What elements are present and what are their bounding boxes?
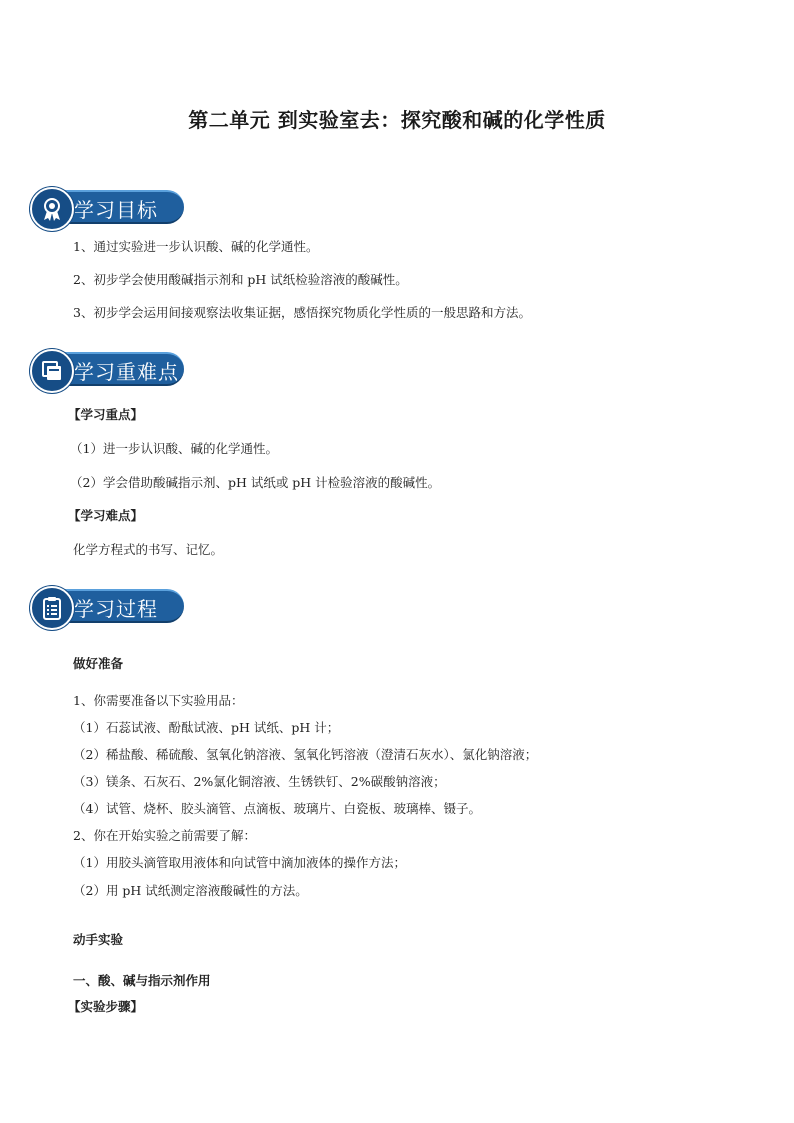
prepare-line-6: 2、你在开始实验之前需要了解： — [73, 828, 256, 843]
banner-label: 学习目标 — [74, 198, 158, 222]
prepare-line-2: （1）石蕊试液、酚酞试液、pH 试纸、pH 计； — [73, 720, 340, 735]
steps-heading: 【实验步骤】 — [68, 999, 144, 1014]
prepare-line-5: （4）试管、烧杯、胶头滴管、点滴板、玻璃片、白瓷板、玻璃棒、镊子。 — [73, 801, 481, 816]
difficulty-item-1: 化学方程式的书写、记忆。 — [73, 542, 224, 557]
difficulty-heading: 【学习难点】 — [68, 508, 144, 523]
focus-item-2: （2）学会借助酸碱指示剂、pH 试纸或 pH 计检验溶液的酸碱性。 — [70, 475, 441, 490]
clipboard-checklist-icon — [30, 586, 74, 630]
focus-item-1: （1）进一步认识酸、碱的化学通性。 — [70, 441, 278, 456]
section-banner-objectives — [30, 187, 190, 229]
prepare-line-4: （3）镁条、石灰石、2%氯化铜溶液、生锈铁钉、2%碳酸钠溶液； — [73, 774, 446, 789]
prepare-heading: 做好准备 — [73, 656, 124, 671]
award-ribbon-icon — [30, 187, 74, 231]
banner-label: 学习过程 — [74, 597, 158, 621]
focus-heading: 【学习重点】 — [68, 407, 144, 422]
folders-icon — [30, 349, 74, 393]
document-title: 第二单元 到实验室去：探究酸和碱的化学性质 — [188, 108, 606, 132]
prepare-line-7: （1）用胶头滴管取用液体和向试管中滴加液体的操作方法； — [73, 855, 406, 870]
prepare-line-1: 1、你需要准备以下实验用品： — [73, 693, 244, 708]
section-banner-key-points — [30, 349, 190, 391]
objective-item-1: 1、通过实验进一步认识酸、碱的化学通性。 — [73, 239, 319, 254]
section-banner-process — [30, 586, 190, 628]
experiment-heading: 动手实验 — [73, 932, 124, 947]
objective-item-2: 2、初步学会使用酸碱指示剂和 pH 试纸检验溶液的酸碱性。 — [73, 272, 408, 287]
prepare-line-3: （2）稀盐酸、稀硫酸、氢氧化钠溶液、氢氧化钙溶液（澄清石灰水）、氯化钠溶液； — [73, 747, 538, 762]
objective-item-3: 3、初步学会运用间接观察法收集证据，感悟探究物质化学性质的一般思路和方法。 — [73, 305, 531, 320]
sub-heading: 一、酸、碱与指示剂作用 — [73, 973, 211, 988]
prepare-line-8: （2）用 pH 试纸测定溶液酸碱性的方法。 — [73, 883, 308, 898]
banner-label: 学习重难点 — [74, 360, 179, 384]
